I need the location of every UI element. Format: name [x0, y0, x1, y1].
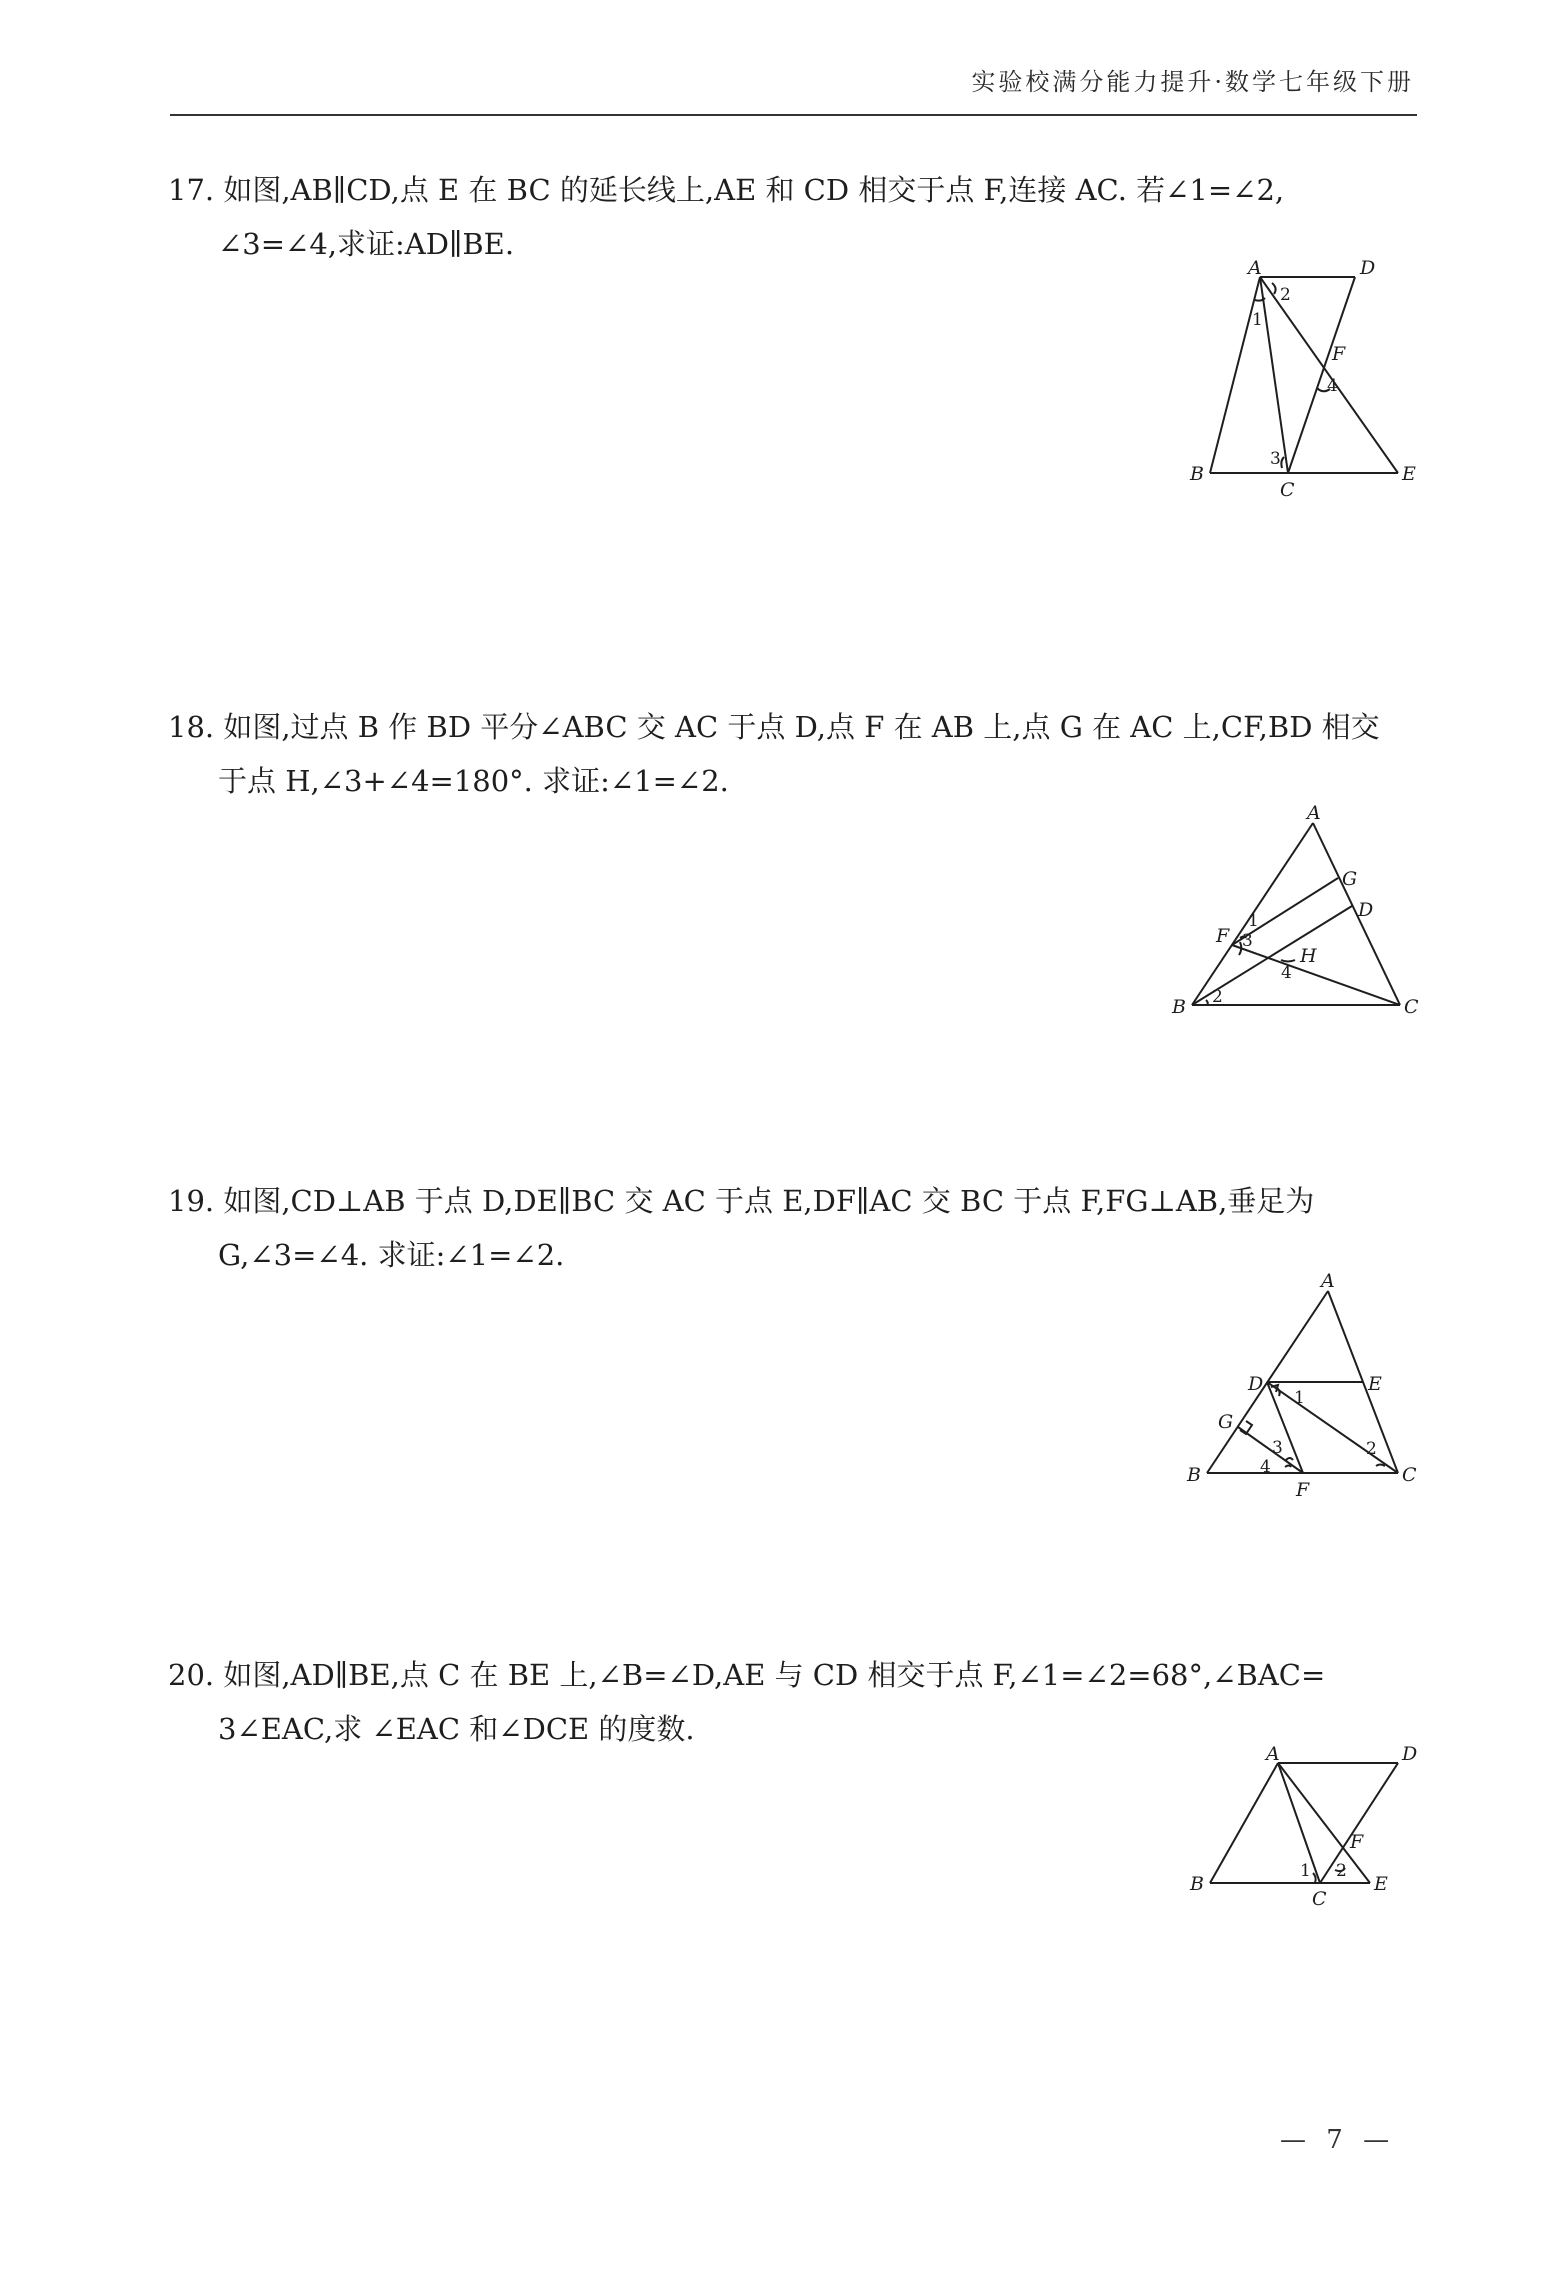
book-header: 实验校满分能力提升·数学七年级下册 — [971, 68, 1414, 96]
page-number: — 7 — — [1280, 2125, 1396, 2155]
fig18-angle-2: 2 — [1212, 987, 1223, 1007]
fig17-angle-2: 2 — [1280, 285, 1291, 305]
problem-19 — [168, 1174, 1418, 1282]
fig20-label-C: C — [1312, 1888, 1327, 1910]
fig17-label-B: B — [1190, 463, 1204, 485]
fig19-label-B: B — [1187, 1464, 1201, 1486]
fig18-angle-1: 1 — [1248, 911, 1259, 931]
fig19-angle-3: 3 — [1272, 1438, 1283, 1458]
fig20-label-D: D — [1402, 1743, 1418, 1765]
fig19-angle-1: 1 — [1294, 1388, 1305, 1408]
fig17-angle-4: 4 — [1327, 376, 1338, 396]
fig18-label-H: H — [1300, 945, 1317, 967]
fig18-angle-4: 4 — [1281, 963, 1292, 983]
fig19-label-A: A — [1321, 1270, 1335, 1292]
fig18-label-F: F — [1216, 925, 1230, 947]
figure-17-lines — [1210, 277, 1398, 473]
problem-19-line-2: G,∠3=∠4. 求证:∠1=∠2. — [218, 1238, 565, 1272]
fig19-label-C: C — [1402, 1464, 1417, 1486]
problem-18-line-1: 18. 如图,过点 B 作 BD 平分∠ABC 交 AC 于点 D,点 F 在 AB 上,点 G 在 AC 上,CF,BD 相交 — [168, 710, 1380, 744]
fig17-angle-3: 3 — [1270, 449, 1281, 469]
fig17-label-C: C — [1280, 479, 1295, 501]
problem-20-line-2: 3∠EAC,求 ∠EAC 和∠DCE 的度数. — [218, 1712, 695, 1746]
problem-17-line-2: ∠3=∠4,求证:AD∥BE. — [218, 227, 515, 261]
fig18-label-C: C — [1404, 996, 1419, 1018]
figure-20 — [1170, 1740, 1440, 1910]
fig18-angle-3: 3 — [1242, 931, 1253, 951]
fig20-label-F: F — [1350, 1831, 1364, 1853]
problem-18-line-2: 于点 H,∠3+∠4=180°. 求证:∠1=∠2. — [218, 764, 729, 798]
fig18-label-A: A — [1307, 802, 1321, 824]
fig19-label-F: F — [1296, 1479, 1310, 1501]
fig20-angle-2: 2 — [1336, 1861, 1347, 1881]
fig19-angle-4: 4 — [1260, 1457, 1271, 1477]
fig18-label-D: D — [1358, 899, 1374, 921]
fig19-label-G: G — [1218, 1411, 1234, 1433]
fig17-label-A: A — [1248, 257, 1262, 279]
problem-17-line-1: 17. 如图,AB∥CD,点 E 在 BC 的延长线上,AE 和 CD 相交于点 F,连接 AC. 若∠1=∠2, — [168, 173, 1285, 207]
figure-19 — [1170, 1268, 1430, 1518]
fig19-angle-2: 2 — [1366, 1439, 1377, 1459]
fig19-label-D: D — [1248, 1373, 1264, 1395]
figure-17 — [1170, 258, 1430, 508]
header-rule — [170, 114, 1417, 116]
fig17-angle-1: 1 — [1252, 310, 1263, 330]
fig17-label-D: D — [1360, 257, 1376, 279]
fig20-angle-1: 1 — [1300, 1861, 1311, 1881]
problem-18 — [168, 700, 1418, 808]
problem-20-line-1: 20. 如图,AD∥BE,点 C 在 BE 上,∠B=∠D,AE 与 CD 相交于点 F,∠1=∠2=68°,∠BAC= — [168, 1658, 1326, 1692]
fig17-label-F: F — [1332, 343, 1346, 365]
fig18-label-B: B — [1172, 996, 1186, 1018]
problem-19-line-1: 19. 如图,CD⊥AB 于点 D,DE∥BC 交 AC 于点 E,DF∥AC 交 BC 于点 F,FG⊥AB,垂足为 — [168, 1184, 1315, 1218]
fig20-label-E: E — [1374, 1873, 1388, 1895]
problem-17 — [168, 163, 1418, 271]
fig19-label-E: E — [1368, 1373, 1382, 1395]
figure-18 — [1160, 800, 1430, 1030]
fig17-label-E: E — [1402, 463, 1416, 485]
fig20-label-B: B — [1190, 1873, 1204, 1895]
fig18-label-G: G — [1342, 868, 1358, 890]
fig20-label-A: A — [1266, 1743, 1280, 1765]
